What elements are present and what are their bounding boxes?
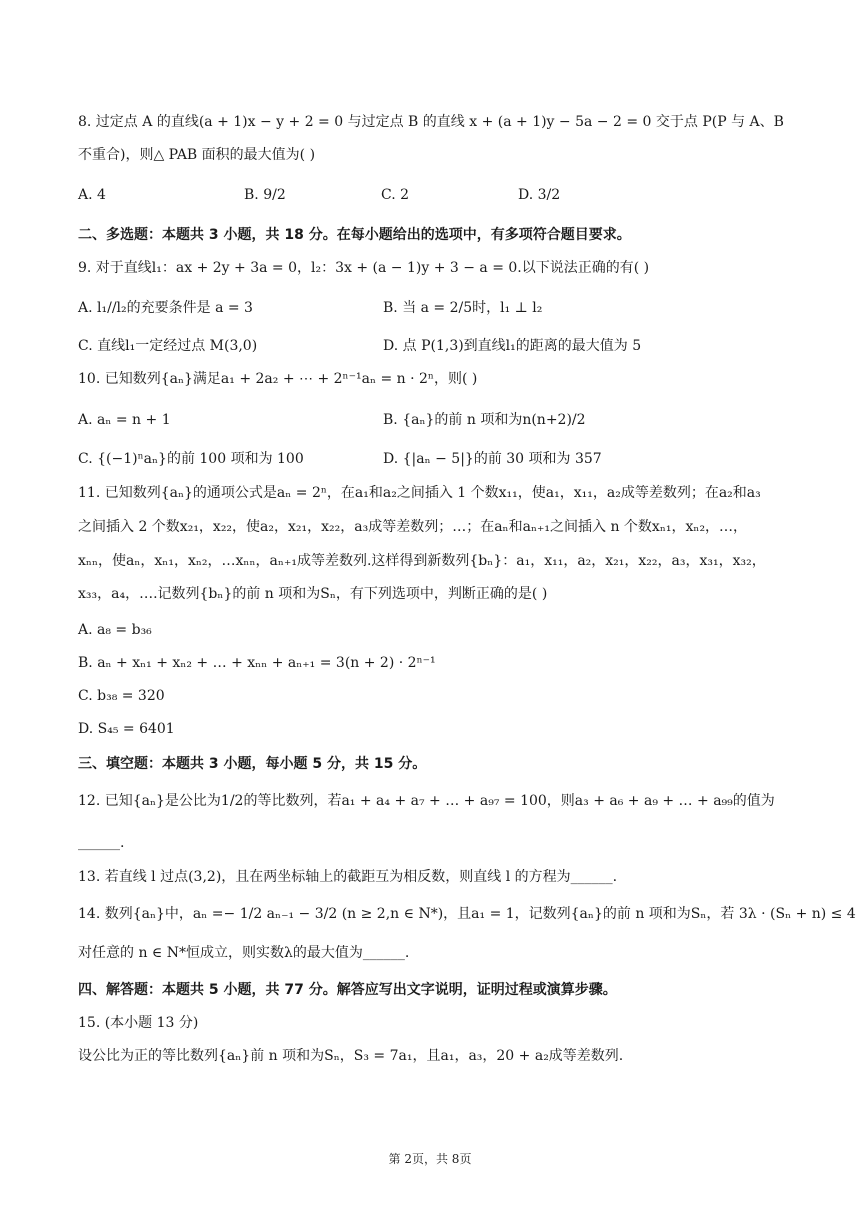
q10-option-d: D. {|aₙ − 5|}的前 30 项和为 357 — [383, 451, 602, 467]
q8-option-a: A. 4 — [78, 187, 106, 203]
q11-stem-line2: 之间插入 2 个数x₂₁，x₂₂，使a₂，x₂₁，x₂₂，a₃成等差数列；…；在aₙ和aₙ₊₁之间插入 n 个数xₙ₁，xₙ₂，…， — [78, 519, 748, 535]
q9-option-b: B. 当 a = 2/5时，l₁ ⊥ l₂ — [383, 300, 543, 316]
q9-option-c: C. 直线l₁一定经过点 M(3,0) — [78, 338, 258, 354]
section-3-heading: 三、填空题：本题共 3 小题，每小题 5 分，共 15 分。 — [78, 756, 427, 772]
q9-option-d: D. 点 P(1,3)到直线l₁的距离的最大值为 5 — [383, 338, 642, 354]
q11-option-b: B. aₙ + xₙ₁ + xₙ₂ + … + xₙₙ + aₙ₊₁ = 3(n + 2) · 2ⁿ⁻¹ — [78, 655, 436, 671]
q11-stem-line4: x₃₃，a₄，….记数列{bₙ}的前 n 项和为Sₙ，有下列选项中，判断正确的是( ) — [78, 586, 548, 602]
q9-option-a: A. l₁//l₂的充要条件是 a = 3 — [78, 300, 253, 316]
q14-line1: 14. 数列{aₙ}中，aₙ =− 1/2 aₙ₋₁ − 3/2 (n ≥ 2,n ∈ N*)，且a₁ = 1，记数列{aₙ}的前 n 项和为Sₙ，若 3λ · (Sₙ + n) ≤ 4 — [78, 906, 856, 922]
q11-stem-line3: xₙₙ，使aₙ，xₙ₁，xₙ₂，…xₙₙ，aₙ₊₁成等差数列.这样得到新数列{bₙ}：a₁，x₁₁，a₂，x₂₁，x₂₂，a₃，x₃₁，x₃₂， — [78, 553, 766, 569]
q11-option-c: C. b₃₈ = 320 — [78, 688, 165, 704]
q11-stem-line1: 11. 已知数列{aₙ}的通项公式是aₙ = 2ⁿ，在a₁和a₂之间插入 1 个数x₁₁，使a₁，x₁₁，a₂成等差数列；在a₂和a₃ — [78, 485, 761, 501]
q8-stem-line1: 8. 过定点 A 的直线(a + 1)x − y + 2 = 0 与过定点 B 的直线 x + (a + 1)y − 5a − 2 = 0 交于点 P(P 与 A、B — [78, 114, 784, 130]
section-2-heading: 二、多选题：本题共 3 小题，共 18 分。在每小题给出的选项中，有多项符合题目要求。 — [78, 227, 631, 243]
q10-option-b: B. {aₙ}的前 n 项和为n(n+2)/2 — [383, 412, 586, 428]
q10-option-a: A. aₙ = n + 1 — [78, 412, 171, 428]
q8-option-d: D. 3/2 — [518, 187, 561, 203]
q15-title: 15. (本小题 13 分) — [78, 1015, 199, 1031]
q10-stem: 10. 已知数列{aₙ}满足a₁ + 2a₂ + ⋯ + 2ⁿ⁻¹aₙ = n · 2ⁿ，则( ) — [78, 371, 478, 387]
q8-stem-line2: 不重合)，则△ PAB 面积的最大值为( ) — [78, 147, 316, 163]
q14-line2: 对任意的 n ∈ N*恒成立，则实数λ的最大值为______. — [78, 945, 410, 961]
q8-option-c: C. 2 — [381, 187, 410, 203]
q8-option-b: B. 9/2 — [244, 187, 286, 203]
page-footer: 第 2页，共 8页 — [388, 1152, 472, 1166]
q15-stem: 设公比为正的等比数列{aₙ}前 n 项和为Sₙ，S₃ = 7a₁，且a₁，a₃，20 + a₂成等差数列. — [78, 1048, 624, 1064]
q12-line1: 12. 已知{aₙ}是公比为1/2的等比数列，若a₁ + a₄ + a₇ + … + a₉₇ = 100，则a₃ + a₆ + a₉ + … + a₉₉的值为 — [78, 793, 775, 809]
q11-option-d: D. S₄₅ = 6401 — [78, 721, 175, 737]
q9-stem: 9. 对于直线l₁：ax + 2y + 3a = 0，l₂：3x + (a − 1)y + 3 − a = 0.以下说法正确的有( ) — [78, 260, 650, 276]
q10-option-c: C. {(−1)ⁿaₙ}的前 100 项和为 100 — [78, 451, 304, 467]
section-4-heading: 四、解答题：本题共 5 小题，共 77 分。解答应写出文字说明，证明过程或演算步骤。 — [78, 982, 617, 998]
q12-line2: ______. — [78, 835, 125, 851]
q11-option-a: A. a₈ = b₃₆ — [78, 622, 152, 638]
q13-stem: 13. 若直线 l 过点(3,2)，且在两坐标轴上的截距互为相反数，则直线 l 的方程为______. — [78, 869, 618, 885]
